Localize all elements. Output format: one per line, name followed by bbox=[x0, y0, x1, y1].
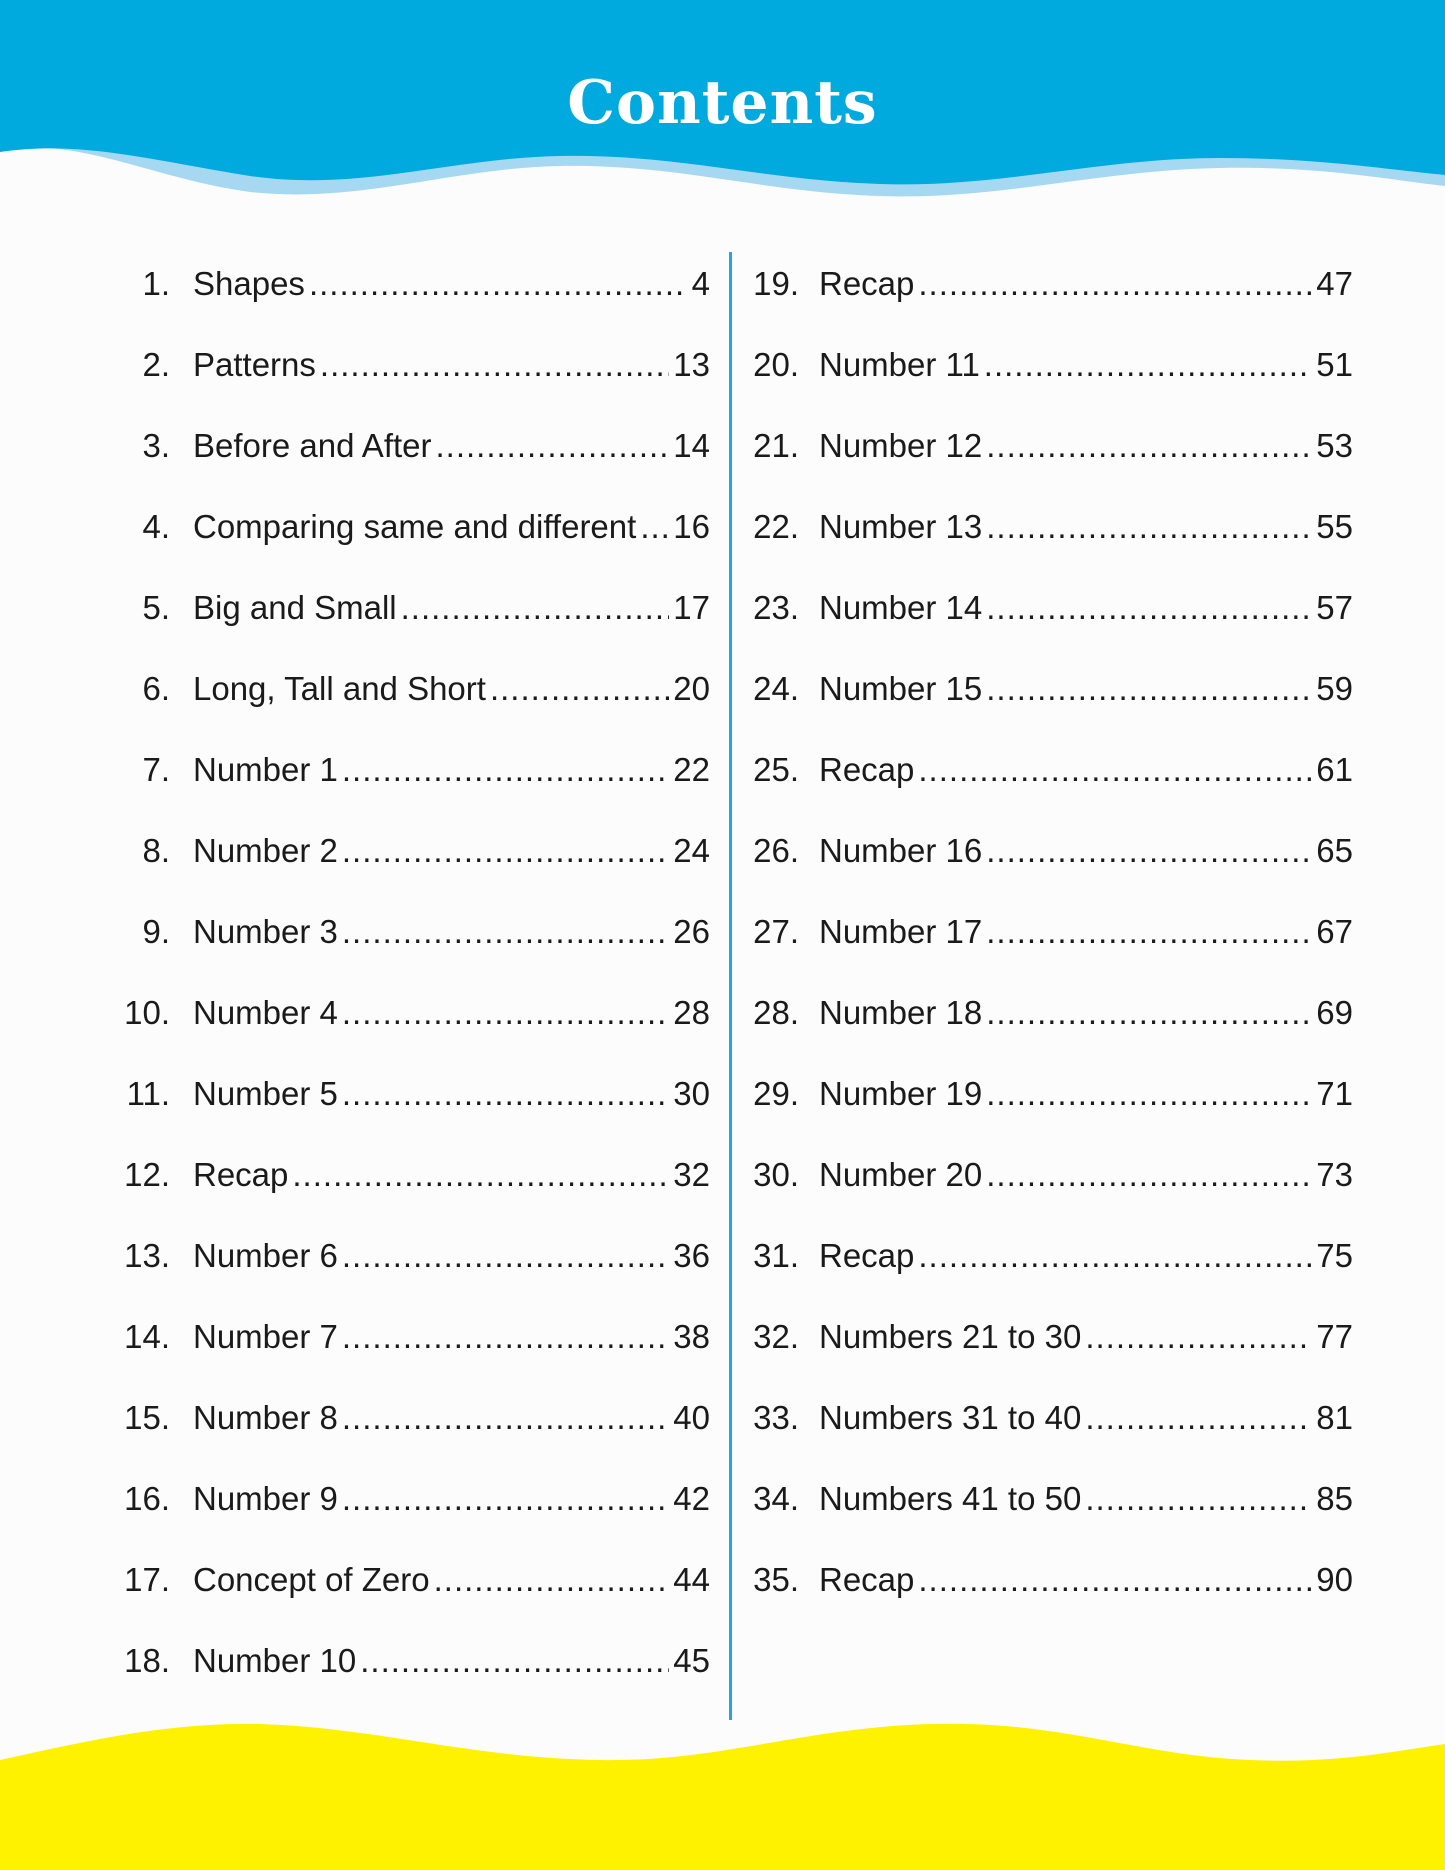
toc-entry-title: Numbers 41 to 50 bbox=[819, 1480, 1082, 1517]
toc-entry-number: 33. bbox=[753, 1399, 799, 1436]
toc-entry-number: 17. bbox=[124, 1561, 170, 1598]
dot-leader bbox=[342, 1473, 669, 1525]
toc-entry-title: Number 20 bbox=[819, 1156, 983, 1193]
toc-entry bbox=[743, 1068, 1353, 1149]
toc-entry bbox=[743, 744, 1353, 825]
toc-entry-number: 24. bbox=[753, 670, 799, 707]
dot-leader bbox=[342, 987, 669, 1039]
toc-entry-title: Concept of Zero bbox=[193, 1561, 430, 1598]
toc-entry-title: Recap bbox=[819, 1237, 915, 1274]
dot-leader bbox=[309, 258, 688, 310]
dot-leader bbox=[342, 744, 669, 796]
toc-entry-page: 28 bbox=[673, 994, 710, 1031]
toc-entry-number: 35. bbox=[753, 1561, 799, 1598]
toc-entry-title: Number 14 bbox=[819, 589, 983, 626]
dot-leader bbox=[918, 744, 1312, 796]
dot-leader bbox=[342, 1068, 669, 1120]
toc-entry bbox=[95, 663, 710, 744]
toc-entry-title: Number 2 bbox=[193, 832, 338, 869]
toc-entry-title: Comparing same and different bbox=[193, 508, 637, 545]
toc-entry-page: 59 bbox=[1316, 670, 1353, 707]
toc-entry-title: Number 12 bbox=[819, 427, 983, 464]
toc-entry-title: Number 13 bbox=[819, 508, 983, 545]
toc-entry-title: Shapes bbox=[193, 265, 305, 302]
toc-entry-page: 13 bbox=[673, 346, 710, 383]
dot-leader bbox=[342, 1311, 669, 1363]
dot-leader bbox=[342, 1392, 669, 1444]
toc-entry bbox=[95, 339, 710, 420]
toc-entry-number: 12. bbox=[124, 1156, 170, 1193]
dot-leader bbox=[986, 825, 1312, 877]
toc-entry-number: 20. bbox=[753, 346, 799, 383]
toc-entry bbox=[743, 663, 1353, 744]
toc-entry-number: 11. bbox=[126, 1075, 170, 1112]
footer-yellow-band bbox=[0, 1724, 1445, 1870]
toc-entry bbox=[743, 987, 1353, 1068]
toc-entry bbox=[743, 1311, 1353, 1392]
column-divider bbox=[729, 252, 732, 1720]
toc-entry-title: Number 4 bbox=[193, 994, 338, 1031]
toc-entry bbox=[95, 501, 710, 582]
dot-leader bbox=[436, 420, 670, 472]
toc-entry-number: 25. bbox=[753, 751, 799, 788]
toc-entry-number: 7. bbox=[142, 751, 170, 788]
dot-leader bbox=[360, 1635, 669, 1687]
dot-leader bbox=[986, 1068, 1312, 1120]
toc-entry-page: 40 bbox=[673, 1399, 710, 1436]
toc-entry-page: 69 bbox=[1316, 994, 1353, 1031]
toc-entry-number: 1. bbox=[142, 265, 170, 302]
toc-entry-number: 31. bbox=[753, 1237, 799, 1274]
dot-leader bbox=[1085, 1473, 1312, 1525]
toc-entry-title: Number 16 bbox=[819, 832, 983, 869]
footer-wave-banner bbox=[0, 1720, 1445, 1870]
toc-entry bbox=[95, 906, 710, 987]
toc-entry bbox=[743, 1230, 1353, 1311]
toc-entry-page: 20 bbox=[673, 670, 710, 707]
toc-entry bbox=[743, 582, 1353, 663]
toc-entry-number: 22. bbox=[753, 508, 799, 545]
toc-entry-page: 71 bbox=[1316, 1075, 1353, 1112]
toc-entry-page: 57 bbox=[1316, 589, 1353, 626]
toc-entry-number: 30. bbox=[753, 1156, 799, 1193]
dot-leader bbox=[986, 582, 1312, 634]
toc-entry bbox=[95, 987, 710, 1068]
toc-column-right bbox=[743, 258, 1353, 1635]
toc-entry-title: Patterns bbox=[193, 346, 316, 383]
dot-leader bbox=[640, 501, 669, 553]
toc-entry bbox=[95, 258, 710, 339]
toc-entry-number: 4. bbox=[142, 508, 170, 545]
toc-entry bbox=[95, 744, 710, 825]
dot-leader bbox=[986, 987, 1312, 1039]
toc-entry bbox=[743, 1473, 1353, 1554]
toc-entry bbox=[743, 906, 1353, 987]
toc-entry-title: Number 11 bbox=[819, 346, 980, 383]
toc-entry-page: 4 bbox=[691, 265, 710, 302]
dot-leader bbox=[1085, 1311, 1312, 1363]
toc-entry-title: Number 17 bbox=[819, 913, 983, 950]
toc-entry-page: 53 bbox=[1316, 427, 1353, 464]
toc-entry-page: 90 bbox=[1316, 1561, 1353, 1598]
dot-leader bbox=[490, 663, 669, 715]
toc-entry-page: 85 bbox=[1316, 1480, 1353, 1517]
toc-entry bbox=[743, 501, 1353, 582]
dot-leader bbox=[342, 825, 669, 877]
toc-entry bbox=[743, 825, 1353, 906]
toc-entry-page: 32 bbox=[673, 1156, 710, 1193]
dot-leader bbox=[320, 339, 669, 391]
toc-entry-page: 55 bbox=[1316, 508, 1353, 545]
toc-entry bbox=[743, 258, 1353, 339]
toc-entry-page: 65 bbox=[1316, 832, 1353, 869]
toc-entry-title: Numbers 31 to 40 bbox=[819, 1399, 1082, 1436]
toc-entry-number: 16. bbox=[124, 1480, 170, 1517]
page-title: Contents bbox=[567, 68, 878, 138]
toc-entry-title: Number 3 bbox=[193, 913, 338, 950]
toc-entry-number: 34. bbox=[753, 1480, 799, 1517]
toc-entry-title: Number 5 bbox=[193, 1075, 338, 1112]
toc-entry-title: Before and After bbox=[193, 427, 432, 464]
toc-entry bbox=[743, 1554, 1353, 1635]
toc-entry-page: 47 bbox=[1316, 265, 1353, 302]
toc-entry-title: Recap bbox=[193, 1156, 289, 1193]
toc-entry bbox=[95, 1149, 710, 1230]
toc-entry-number: 21. bbox=[753, 427, 799, 464]
dot-leader bbox=[918, 258, 1312, 310]
toc-entry-number: 18. bbox=[124, 1642, 170, 1679]
dot-leader bbox=[986, 663, 1312, 715]
toc-entry-page: 22 bbox=[673, 751, 710, 788]
dot-leader bbox=[918, 1554, 1312, 1606]
toc-entry-number: 9. bbox=[142, 913, 170, 950]
toc-entry-title: Long, Tall and Short bbox=[193, 670, 486, 707]
dot-leader bbox=[986, 1149, 1312, 1201]
dot-leader bbox=[986, 501, 1312, 553]
toc-entry-page: 30 bbox=[673, 1075, 710, 1112]
toc-entry-title: Number 19 bbox=[819, 1075, 983, 1112]
toc-entry-page: 38 bbox=[673, 1318, 710, 1355]
toc-entry-title: Number 9 bbox=[193, 1480, 338, 1517]
toc-entry-page: 14 bbox=[673, 427, 710, 464]
dot-leader bbox=[342, 1230, 669, 1282]
toc-entry bbox=[95, 1068, 710, 1149]
dot-leader bbox=[342, 906, 669, 958]
toc-entry-page: 45 bbox=[673, 1642, 710, 1679]
toc-entry-page: 75 bbox=[1316, 1237, 1353, 1274]
toc-entry-page: 51 bbox=[1316, 346, 1353, 383]
toc-entry bbox=[743, 339, 1353, 420]
toc-entry-number: 32. bbox=[753, 1318, 799, 1355]
toc-entry bbox=[95, 1230, 710, 1311]
dot-leader bbox=[984, 339, 1312, 391]
toc-entry-page: 44 bbox=[673, 1561, 710, 1598]
toc-entry bbox=[95, 420, 710, 501]
toc-entry-number: 15. bbox=[124, 1399, 170, 1436]
toc-entry-title: Numbers 21 to 30 bbox=[819, 1318, 1082, 1355]
toc-entry bbox=[95, 1311, 710, 1392]
toc-entry-title: Number 8 bbox=[193, 1399, 338, 1436]
dot-leader bbox=[434, 1554, 670, 1606]
toc-entry-page: 73 bbox=[1316, 1156, 1353, 1193]
toc-entry-title: Number 6 bbox=[193, 1237, 338, 1274]
toc-entry bbox=[95, 1635, 710, 1716]
toc-entry-title: Number 18 bbox=[819, 994, 983, 1031]
toc-entry-number: 23. bbox=[753, 589, 799, 626]
toc-entry bbox=[743, 420, 1353, 501]
toc-entry-page: 42 bbox=[673, 1480, 710, 1517]
toc-entry bbox=[95, 1392, 710, 1473]
toc-entry-number: 28. bbox=[753, 994, 799, 1031]
toc-entry-page: 16 bbox=[673, 508, 710, 545]
toc-entry bbox=[743, 1149, 1353, 1230]
toc-entry-number: 26. bbox=[753, 832, 799, 869]
toc-entry-title: Recap bbox=[819, 751, 915, 788]
toc-entry-title: Recap bbox=[819, 1561, 915, 1598]
dot-leader bbox=[401, 582, 670, 634]
toc-entry bbox=[95, 582, 710, 663]
toc-entry-number: 8. bbox=[142, 832, 170, 869]
toc-entry-number: 3. bbox=[142, 427, 170, 464]
dot-leader bbox=[292, 1149, 669, 1201]
toc-entry-page: 77 bbox=[1316, 1318, 1353, 1355]
toc-entry bbox=[95, 825, 710, 906]
toc-column-left bbox=[95, 258, 710, 1716]
toc-entry-page: 61 bbox=[1316, 751, 1353, 788]
toc-entry-number: 14. bbox=[124, 1318, 170, 1355]
toc-entry-title: Number 7 bbox=[193, 1318, 338, 1355]
toc-entry bbox=[743, 1392, 1353, 1473]
toc-entry-number: 27. bbox=[753, 913, 799, 950]
toc-entry-number: 6. bbox=[142, 670, 170, 707]
toc-entry-title: Recap bbox=[819, 265, 915, 302]
dot-leader bbox=[918, 1230, 1312, 1282]
dot-leader bbox=[986, 906, 1312, 958]
toc-entry bbox=[95, 1554, 710, 1635]
toc-entry-number: 10. bbox=[124, 994, 170, 1031]
toc-entry-title: Number 10 bbox=[193, 1642, 357, 1679]
toc-entry-number: 2. bbox=[142, 346, 170, 383]
toc-entry-page: 26 bbox=[673, 913, 710, 950]
toc-entry-number: 19. bbox=[753, 265, 799, 302]
toc-entry bbox=[95, 1473, 710, 1554]
toc-entry-page: 24 bbox=[673, 832, 710, 869]
dot-leader bbox=[986, 420, 1312, 472]
dot-leader bbox=[1085, 1392, 1312, 1444]
toc-entry-title: Number 1 bbox=[193, 751, 338, 788]
toc-entry-number: 29. bbox=[753, 1075, 799, 1112]
toc-entry-page: 67 bbox=[1316, 913, 1353, 950]
toc-entry-page: 17 bbox=[673, 589, 710, 626]
toc-entry-title: Big and Small bbox=[193, 589, 397, 626]
toc-entry-title: Number 15 bbox=[819, 670, 983, 707]
toc-entry-number: 13. bbox=[124, 1237, 170, 1274]
toc-entry-page: 36 bbox=[673, 1237, 710, 1274]
toc-entry-page: 81 bbox=[1316, 1399, 1353, 1436]
toc-entry-number: 5. bbox=[142, 589, 170, 626]
